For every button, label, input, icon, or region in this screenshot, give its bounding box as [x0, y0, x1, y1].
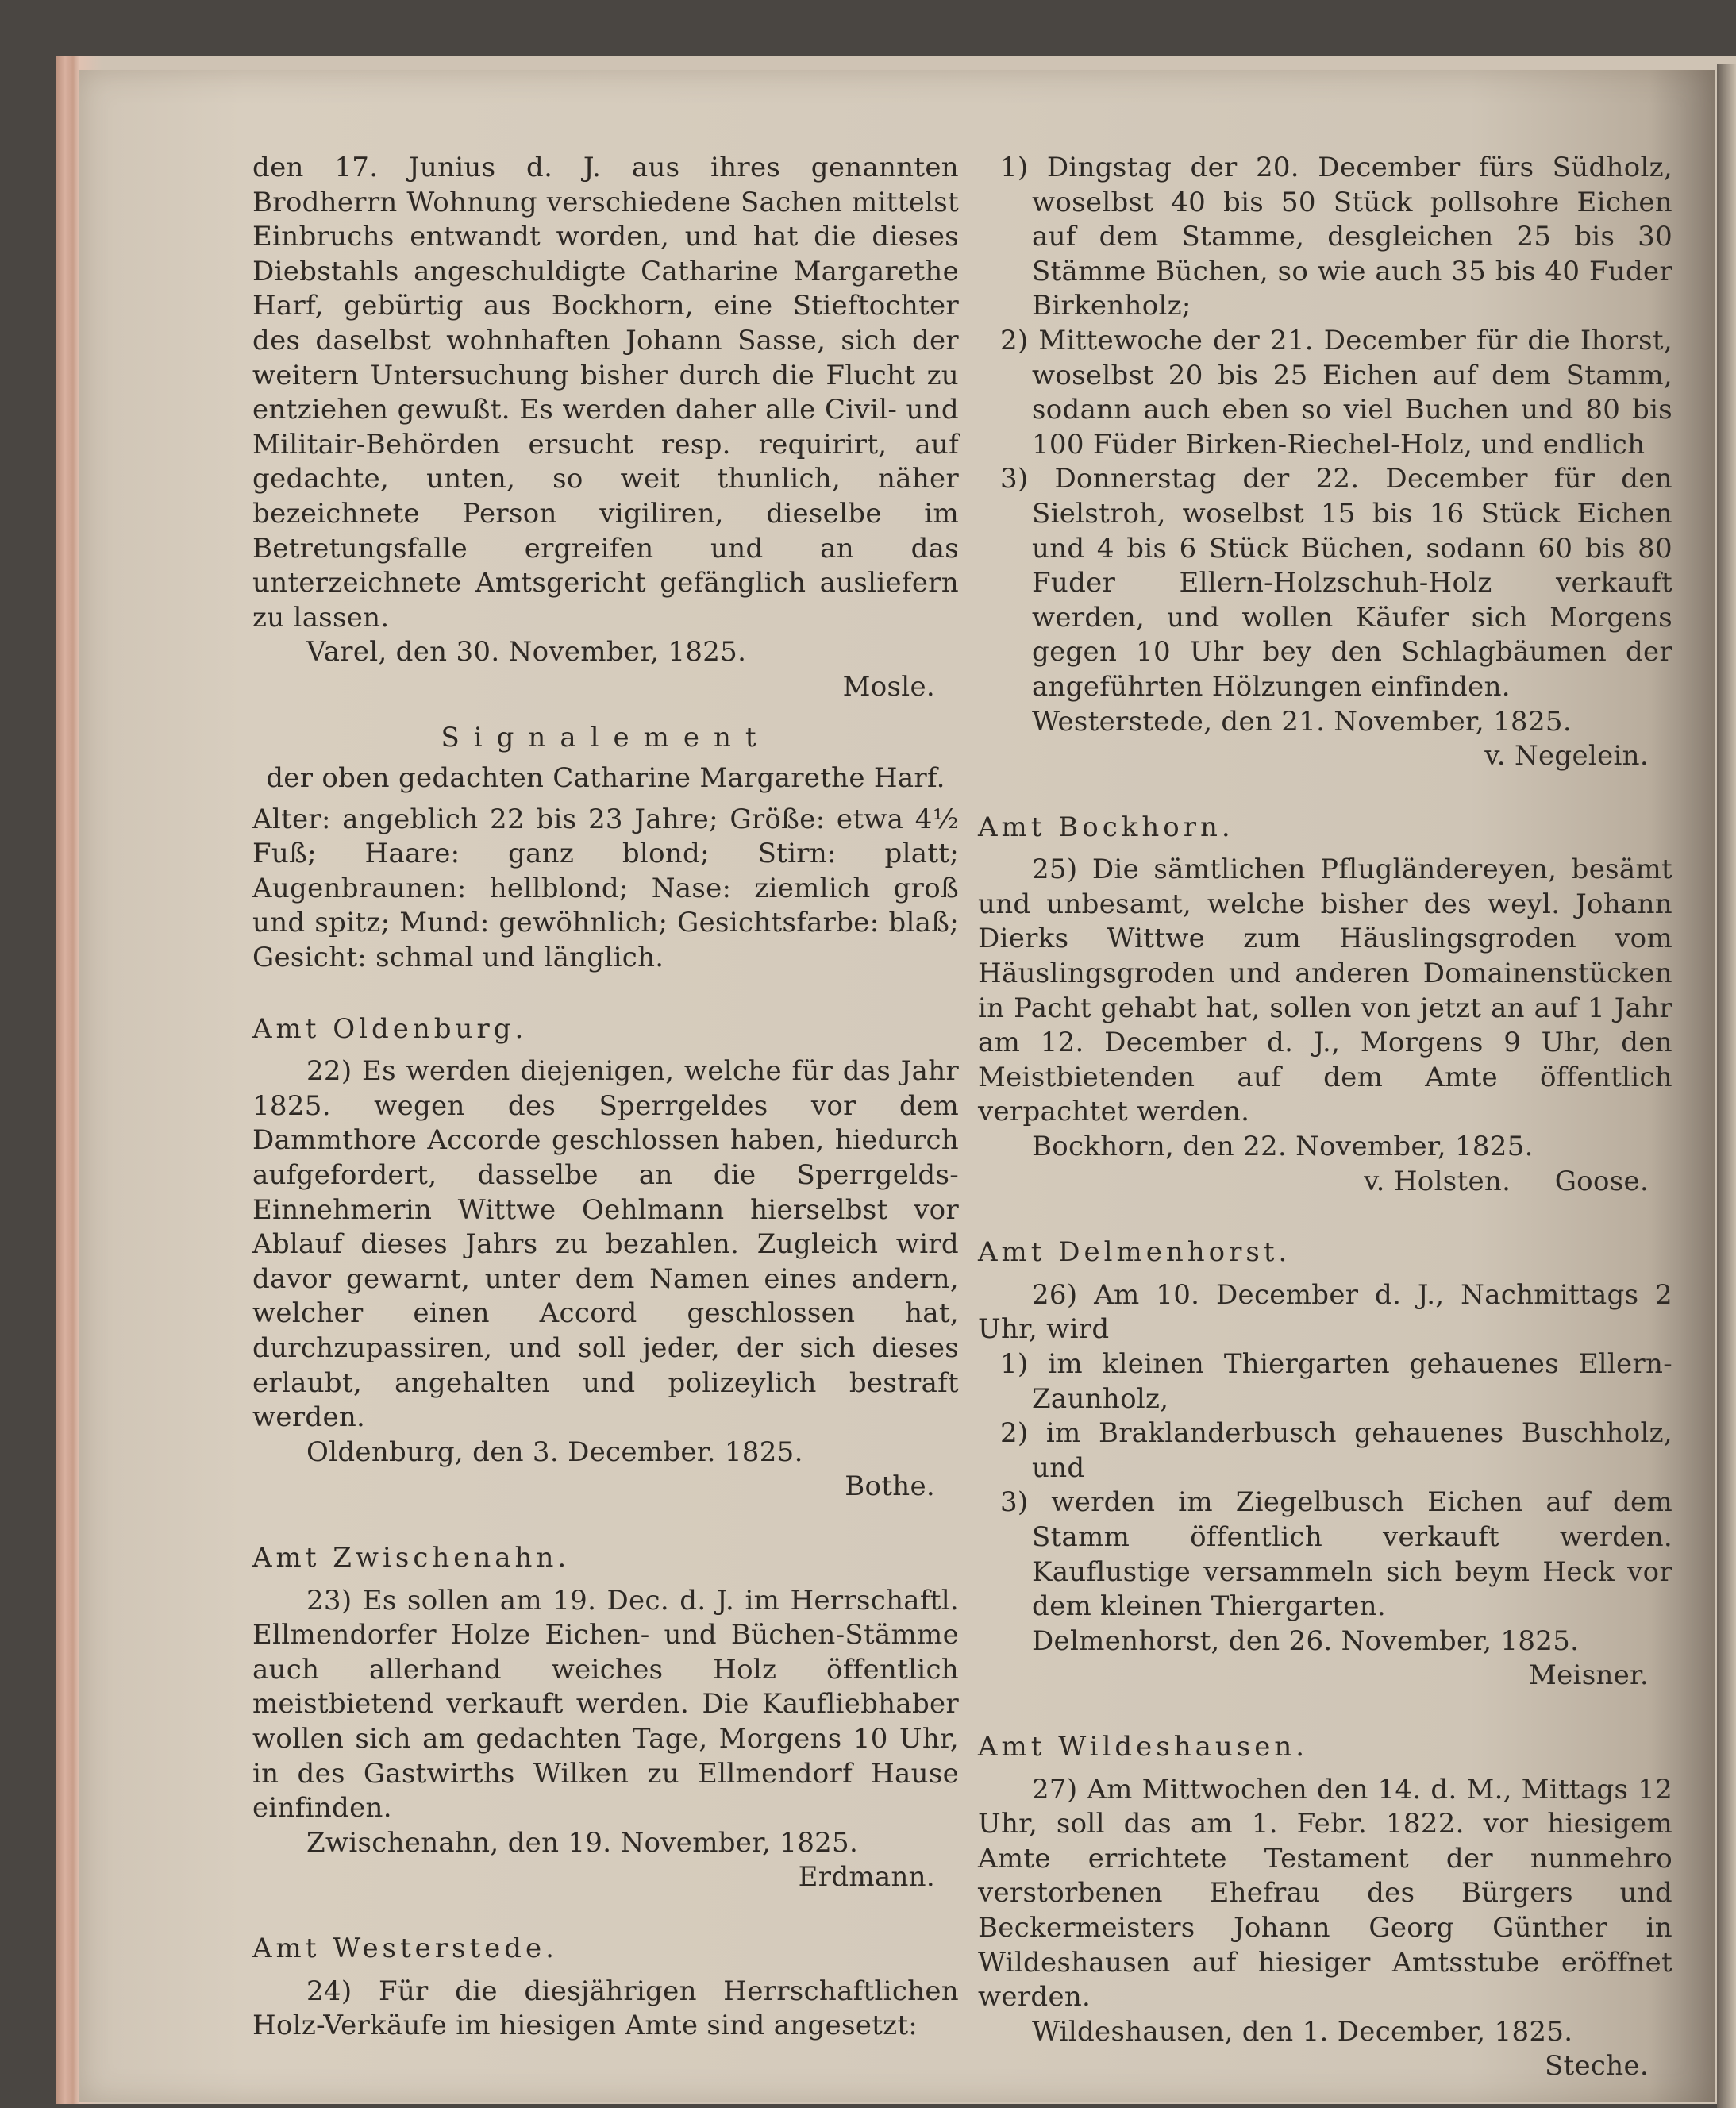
notice-24-item-1: 1) Dingstag der 20. December fürs Südholz, woselbst 40 bis 50 Stück pollsohre Eichen auf dem Stamme, desgleichen 25 bis 30 Stämme Büchen, so wie auch 35 bis 40 Fuder Birkenholz;: [1000, 152, 1672, 322]
heading-amt-oldenburg: Amt Oldenburg.: [252, 1012, 528, 1045]
notice-23-place: Zwischenahn, den 19. November, 1825.: [306, 1826, 859, 1859]
notice-22: 22) Es werden diejenigen, welche für das Jahr 1825. wegen des Sperrgeldes vor dem Dammthore Accorde geschlossen haben, hiedurch aufgefordert, dasselbe an die Sperrgelds-Einnehmerin Wittwe Oehlmann hierselbst vor Ablauf dieses Jahrs zu bezahlen. Zugleich wird davor gewarnt, unter dem Namen eines andern, welcher einen Accord geschlossen hat, durchzupassiren, und soll jeder, der sich dieses erlaubt, angehalten und polizeylich bestraft werden.: [252, 1055, 959, 1434]
notice-25-signature: v. Holsten. Goose.: [1364, 1165, 1649, 1197]
notice-26-signature: Meisner.: [1528, 1659, 1649, 1692]
heading-amt-westerstede: Amt Westerstede.: [252, 1932, 558, 1964]
notice-27-place: Wildeshausen, den 1. December, 1825.: [1032, 2015, 1573, 2048]
next-page-edge: [1717, 64, 1736, 2108]
notice-27: 27) Am Mittwochen den 14. d. M., Mittags 12 Uhr, soll das am 1. Febr. 1822. vor hiesigem Amte errichtete Testament der nunmehro verstorbenen Ehefrau des Bürgers und Beckermeisters Johann Georg Günther in Wildeshausen auf hiesiger Amtsstube eröffnet werden.: [978, 1773, 1672, 2014]
notice-22-place: Oldenburg, den 3. December. 1825.: [306, 1436, 803, 1468]
notice-23: 23) Es sollen am 19. Dec. d. J. im Herrschaftl. Ellmendorfer Holze Eichen- und Büchen-Stämme auch allerhand weiches Holz öffentlich meistbietend verkauft werden. Die Kaufliebhaber wollen sich am gedachten Tage, Morgens 10 Uhr, in des Gastwirths Wilken zu Ellmendorf Hause einfinden.: [252, 1584, 959, 1825]
notice-22-signature: Bothe.: [845, 1470, 935, 1503]
notice-26: 26) Am 10. December d. J., Nachmittags 2 Uhr, wird: [978, 1278, 1672, 1346]
notice-place-date: Varel, den 30. November, 1825.: [306, 636, 747, 669]
heading-amt-delmenhorst: Amt Delmenhorst.: [978, 1236, 1291, 1269]
right-column: [978, 151, 1672, 2084]
notice-26-item-1: 1) im kleinen Thiergarten gehauenes Ellern-Zaunholz,: [1000, 1348, 1672, 1415]
notice-25: 25) Die sämtlichen Pflugländereyen, besämt und unbesamt, welche bisher des weyl. Johann Dierks Wittwe zum Häuslingsgroden vom Häuslingsgroden und anderen Domainenstücken in Pacht gehabt hat, sollen von jetzt an auf 1 Jahr am 12. December d. J., Morgens 9 Uhr, den Meistbietenden auf dem Amte öffentlich verpachtet werden.: [978, 854, 1672, 1128]
notice-26-place: Delmenhorst, den 26. November, 1825.: [1032, 1624, 1580, 1657]
left-column: [252, 151, 959, 2044]
notice-continuation: den 17. Junius d. J. aus ihres genannten Brodherrn Wohnung verschiedene Sachen mittelst Einbruchs entwandt worden, und hat die dieses Diebstahls angeschuldigte Catharine Margarethe Harf, gebürtig aus Bockhorn, eine Stieftochter des daselbst wohnhaften Johann Sasse, sich der weitern Untersuchung bisher durch die Flucht zu entziehen gewußt. Es werden daher alle Civil- und Militair-Behörden ersucht resp. requirirt, auf gedachte, unten, so weit thunlich, näher bezeichnete Person vigiliren, dieselbe im Betretungsfalle ergreifen und an das unterzeichnete Amtsgericht gefänglich ausliefern zu lassen.: [252, 152, 959, 634]
notice-26-item-2: 2) im Braklanderbusch gehauenes Buschholz, und: [1000, 1417, 1672, 1484]
notice-26-item-3: 3) werden im Ziegelbusch Eichen auf dem Stamm öffentlich verkauft werden. Kauflustige versammeln sich beym Heck vor dem kleinen Thiergarten.: [1000, 1486, 1672, 1623]
signalement-text: Alter: angeblich 22 bis 23 Jahre; Größe: etwa 4½ Fuß; Haare: ganz blond; Stirn: platt; Augenbraunen: hellblond; Nase: ziemlich groß und spitz; Mund: gewöhnlich; Gesichtsfarbe: blaß; Gesicht: schmal und länglich.: [252, 803, 959, 974]
notice-signature: Mosle.: [842, 670, 935, 703]
notice-23-signature: Erdmann.: [798, 1861, 935, 1894]
notice-24-place: Westerstede, den 21. November, 1825.: [1032, 705, 1572, 738]
heading-amt-zwischenahn: Amt Zwischenahn.: [252, 1541, 571, 1574]
signalement-title: Signalement: [441, 721, 771, 753]
notice-24-item-3: 3) Donnerstag der 22. December für den Sielstroh, woselbst 15 bis 16 Stück Eichen und 4 bis 6 Stück Büchen, sodann 60 bis 80 Fuder Ellern-Holzschuh-Holz verkauft werden, und wollen Käufer sich Morgens gegen 10 Uhr bey den Schlagbäumen der angeführten Hölzungen einfinden.: [1000, 463, 1672, 703]
notice-24-item-2: 2) Mittewoche der 21. December für die Ihorst, woselbst 20 bis 25 Eichen auf dem Stamm, sodann auch eben so viel Buchen und 80 bis 100 Füder Birken-Riechel-Holz, und endlich: [1000, 324, 1672, 461]
notice-27-signature: Steche.: [1544, 2050, 1649, 2083]
notice-24: 24) Für die diesjährigen Herrschaftlichen Holz-Verkäufe im hiesigen Amte sind angesetzt:: [252, 1975, 959, 2042]
notice-24-signature: v. Negelein.: [1484, 740, 1649, 773]
signalement-subtitle: der oben gedachten Catharine Margarethe Harf.: [266, 762, 945, 795]
notice-25-place: Bockhorn, den 22. November, 1825.: [1032, 1131, 1534, 1163]
heading-amt-bockhorn: Amt Bockhorn.: [978, 811, 1234, 843]
heading-amt-wildeshausen: Amt Wildeshausen.: [978, 1730, 1309, 1763]
